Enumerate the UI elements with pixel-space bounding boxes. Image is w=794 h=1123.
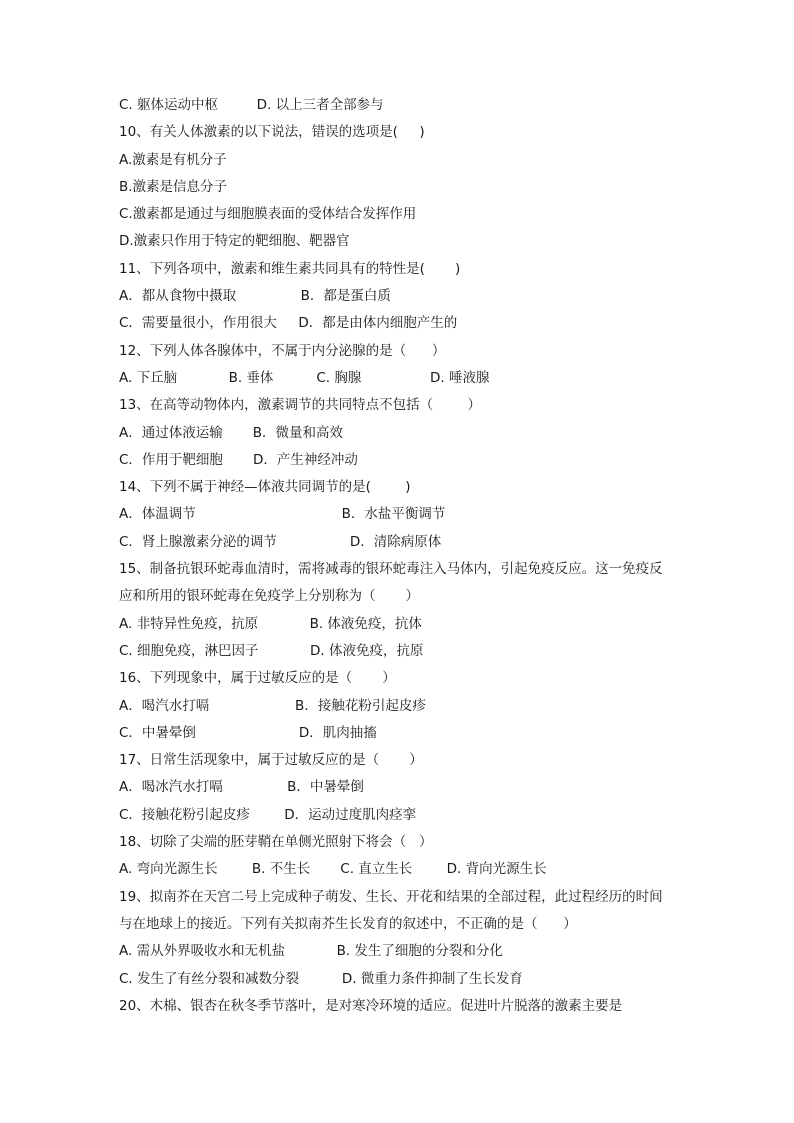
question-20: 20、木棉、银杏在秋冬季节落叶，是对寒冷环境的适应。促进叶片脱落的激素主要是 (119, 997, 623, 1014)
exam-page (119, 92, 689, 1020)
option-line-13cd: C．作用于靶细胞 D．产生神经冲动 (119, 451, 358, 468)
option-line-18: A. 弯向光源生长 B. 不生长 C. 直立生长 D. 背向光源生长 (119, 861, 547, 878)
option-line-15cd: C. 细胞免疫，淋巴因子 D. 体液免疫，抗原 (119, 642, 424, 659)
question-11: 11、下列各项中，激素和维生素共同具有的特性是( ) (119, 260, 461, 277)
question-17: 17、日常生活现象中，属于过敏反应的是（ ） (119, 752, 423, 769)
question-15-part1: 15、制备抗银环蛇毒血清时，需将减毒的银环蛇毒注入马体内，引起免疫反应。这一免疫反 (119, 561, 663, 578)
option-line-14ab: A．体温调节 B．水盐平衡调节 (119, 506, 446, 523)
option-10a: A.激素是有机分子 (119, 151, 227, 168)
option-line-19cd: C. 发生了有丝分裂和减数分裂 D. 微重力条件抑制了生长发育 (119, 970, 523, 987)
question-13: 13、在高等动物体内，激素调节的共同特点不包括（ ） (119, 397, 482, 414)
question-14: 14、下列不属于神经—体液共同调节的是( ) (119, 479, 411, 496)
option-line-17ab: A．喝冰汽水打嗝 B．中暑晕倒 (119, 779, 364, 796)
option-line-12: A. 下丘脑 B. 垂体 C. 胸腺 D. 唾液腺 (119, 369, 490, 386)
question-15-part2: 应和所用的银环蛇毒在免疫学上分别称为（ ） (119, 588, 420, 605)
option-10b: B.激素是信息分子 (119, 178, 228, 195)
option-line-11cd: C．需要量很小，作用很大 D．都是由体内细胞产生的 (119, 315, 458, 332)
question-12: 12、下列人体各腺体中，不属于内分泌腺的是（ ） (119, 342, 446, 359)
option-line-16ab: A．喝汽水打嗝 B．接触花粉引起皮疹 (119, 697, 426, 714)
option-line-9cd: C. 躯体运动中枢 D. 以上三者全部参与 (119, 97, 384, 113)
question-18: 18、切除了尖端的胚芽鞘在单侧光照射下将会（ ） (119, 834, 433, 851)
option-line-11ab: A．都从食物中摄取 B．都是蛋白质 (119, 288, 391, 305)
option-line-16cd: C．中暑晕倒 D．肌肉抽搐 (119, 724, 377, 741)
option-line-17cd: C．接触花粉引起皮疹 D．运动过度肌肉痉挛 (119, 806, 417, 823)
option-10d: D.激素只作用于特定的靶细胞、靶器官 (119, 233, 350, 250)
question-19-part2: 与在地球上的接近。下列有关拟南芥生长发育的叙述中，不正确的是（ ） (119, 915, 577, 932)
option-line-15ab: A. 非特异性免疫，抗原 B. 体液免疫，抗体 (119, 615, 422, 632)
option-line-19ab: A. 需从外界吸收水和无机盐 B. 发生了细胞的分裂和分化 (119, 943, 503, 960)
question-10: 10、有关人体激素的以下说法，错误的选项是( ) (119, 124, 425, 141)
question-19-part1: 19、拟南芥在天宫二号上完成种子萌发、生长、开花和结果的全部过程，此过程经历的时间 (119, 888, 663, 905)
question-16: 16、下列现象中，属于过敏反应的是（ ） (119, 670, 396, 687)
option-10c: C.激素都是通过与细胞膜表面的受体结合发挥作用 (119, 206, 417, 223)
option-line-13ab: A．通过体液运输 B．微量和高效 (119, 424, 344, 441)
option-line-14cd: C．肾上腺激素分泌的调节 D．清除病原体 (119, 533, 442, 550)
